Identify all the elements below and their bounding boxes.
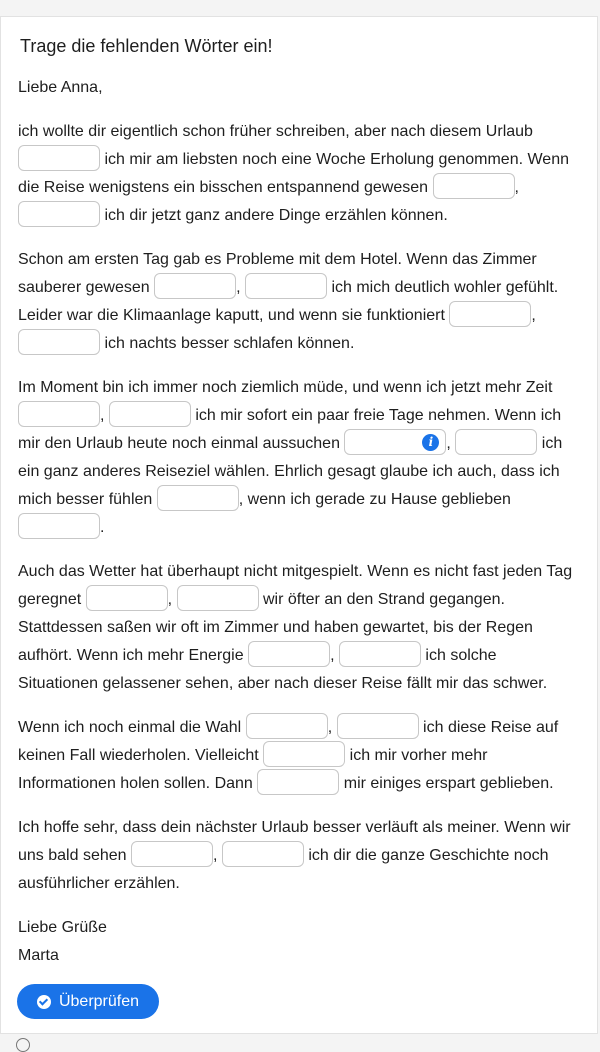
paragraph-5 [18,714,581,798]
gap-input-19[interactable] [337,713,419,739]
letter-greeting: Liebe Anna, [18,79,103,96]
text: ich ein ganz anderes Reiseziel wählen. Ehrlich gesagt glaube ich auch, dass ich mich besser fühlen [18,435,563,508]
gap-input-2[interactable] [433,173,515,199]
gap-input-23[interactable] [222,841,304,867]
gap-input-12[interactable] [157,485,239,511]
check-button-label: Überprüfen [58,992,140,1010]
text: Auch das Wetter hat überhaupt nicht mitgespielt. Wenn es nicht fast jeden Tag geregnet [18,563,573,608]
gap-input-16[interactable] [248,641,330,667]
text: , [212,847,218,864]
text: ich solche Situationen gelassener sehen, aber nach dieser Reise fällt mir das schwer. [18,647,548,692]
letter-closing: Liebe Grüße [18,919,107,936]
text: , [514,179,519,196]
paragraph-3 [18,374,581,542]
text: , [327,719,333,736]
gap-input-17[interactable] [339,641,421,667]
paragraph-1 [18,118,581,230]
gap-input-7[interactable] [18,329,100,355]
paragraph-6 [18,814,581,898]
text: Schon am ersten Tag gab es Probleme mit dem Hotel. Wenn das Zimmer sauberer gewesen [18,251,537,296]
text: ich mir vorher mehr Informationen holen sollen. Dann [18,747,488,792]
gap-input-14[interactable] [86,585,168,611]
gap-input-3[interactable] [18,201,100,227]
text: ich mich deutlich wohler gefühlt. Leider war die Klimaanlage kaputt, und wenn sie funktioniert [18,279,559,324]
text: ich mir sofort ein paar freie Tage nehmen. Wenn ich mir den Urlaub heute noch einmal aussuchen [18,407,562,452]
gap-input-8[interactable] [18,401,100,427]
letter-signature: Marta [18,947,59,964]
exercise-title: Trage die fehlenden Wörter ein! [20,36,273,56]
exercise-card [0,16,598,1034]
gap-input-4[interactable] [154,273,236,299]
text: , [167,591,173,608]
circle-icon [16,1038,30,1052]
text: ich dir jetzt ganz andere Dinge erzählen können. [104,207,448,224]
text: , [236,279,241,296]
text: . [100,519,105,536]
gap-input-10[interactable] [344,429,446,455]
text: ich wollte dir eigentlich schon früher schreiben, aber nach diesem Urlaub [18,123,533,140]
text: ich dir die ganze Geschichte noch ausführlicher erzählen. [18,847,549,892]
paragraph-4 [18,558,581,698]
text: Im Moment bin ich immer noch ziemlich müde, und wenn ich jetzt mehr Zeit [18,379,553,396]
gap-input-20[interactable] [263,741,345,767]
gap-input-5[interactable] [245,273,327,299]
text: mir einiges erspart geblieben. [343,775,554,792]
gap-input-21[interactable] [257,769,339,795]
text: ich nachts besser schlafen können. [104,335,355,352]
gap-input-15[interactable] [177,585,259,611]
gap-input-13[interactable] [18,513,100,539]
info-icon[interactable]: i [422,434,439,451]
check-button[interactable] [17,984,159,1019]
text: , [100,407,105,424]
gap-input-22[interactable] [131,841,213,867]
check-circle-icon [37,995,51,1009]
gap-input-6[interactable] [449,301,531,327]
paragraph-2 [18,246,581,358]
text: wir öfter an den Strand gegangen. Stattdessen saßen wir oft im Zimmer und haben gewartet, bis der Regen aufhört. Wenn ich mehr Energie [18,591,533,664]
text: , [531,307,536,324]
gap-input-9[interactable] [109,401,191,427]
gap-input-1[interactable] [18,145,100,171]
gap-input-11[interactable] [455,429,537,455]
text: ich mir am liebsten noch eine Woche Erholung genommen. Wenn die Reise wenigstens ein bisschen entspannend gewesen [18,151,569,196]
text: , wenn ich gerade zu Hause geblieben [238,491,511,508]
text: , [330,647,335,664]
text: Ich hoffe sehr, dass dein nächster Urlaub besser verläuft als meiner. Wenn wir uns bald sehen [18,819,571,864]
text: , [446,435,451,452]
text: Wenn ich noch einmal die Wahl [18,719,242,736]
gap-input-18[interactable] [246,713,328,739]
text: ich diese Reise auf keinen Fall wiederholen. Vielleicht [18,719,559,764]
